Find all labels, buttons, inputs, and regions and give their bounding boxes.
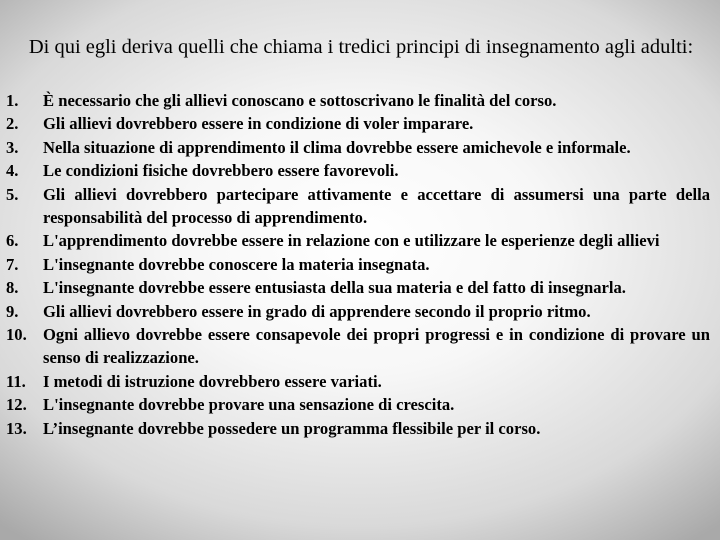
list-item (6, 89, 710, 112)
list-item-number: 12. (6, 395, 27, 415)
slide-title: Di qui egli deriva quelli che chiama i tredici principi di insegnamento agli adulti: (28, 36, 694, 58)
list-item (6, 159, 710, 182)
list-item (6, 370, 710, 393)
principles-list (6, 89, 710, 440)
list-item (6, 417, 710, 440)
list-item-text: Gli allievi dovrebbero partecipare attivamente e accettare di assumersi una parte della responsabilità del processo di apprendimento. (43, 184, 710, 228)
list-item-number: 3. (6, 137, 19, 157)
list-item-text: Gli allievi dovrebbero essere in grado di apprendere secondo il proprio ritmo. (43, 301, 591, 321)
list-item-text: È necessario che gli allievi conoscano e sottoscrivano le finalità del corso. (43, 91, 557, 110)
list-item-number: 5. (6, 184, 19, 204)
list-item-number: 10. (6, 325, 27, 345)
list-item-number: 2. (6, 114, 19, 134)
list-item-number: 6. (6, 231, 19, 251)
list-item-text: I metodi di istruzione dovrebbero essere variati. (43, 371, 382, 391)
list-item (6, 253, 710, 276)
list-item-text: Gli allievi dovrebbero essere in condizione di voler imparare. (43, 114, 474, 134)
list-item-number: 9. (6, 301, 19, 321)
list-item-text: L'insegnante dovrebbe provare una sensazione di crescita. (43, 395, 455, 415)
list-item-text: L'apprendimento dovrebbe essere in relazione con e utilizzare le esperienze degli allievi (43, 231, 660, 251)
list-item-number: 8. (6, 278, 19, 298)
list-item-number: 1. (6, 91, 19, 110)
list-item (6, 323, 710, 370)
list-item-text: L'insegnante dovrebbe essere entusiasta della sua materia e del fatto di insegnarla. (43, 278, 626, 298)
list-item (6, 136, 710, 159)
list-item-text: Ogni allievo dovrebbe essere consapevole dei propri progressi e in condizione di provare un senso di realizzazione. (43, 325, 710, 368)
list-item-number: 7. (6, 254, 19, 274)
list-item (6, 229, 710, 252)
list-item-number: 13. (6, 418, 27, 438)
list-item (6, 393, 710, 416)
list-item (6, 300, 710, 323)
list-item (6, 183, 710, 230)
list-item-number: 11. (6, 371, 26, 391)
list-item-text: Nella situazione di apprendimento il clima dovrebbe essere amichevole e informale. (43, 137, 631, 157)
list-item (6, 112, 710, 135)
list-item-text: L’insegnante dovrebbe possedere un programma flessibile per il corso. (43, 418, 541, 438)
list-item-text: L'insegnante dovrebbe conoscere la materia insegnata. (43, 254, 430, 274)
list-item-number: 4. (6, 161, 19, 181)
list-item-text: Le condizioni fisiche dovrebbero essere favorevoli. (43, 161, 399, 181)
list-item (6, 276, 710, 299)
